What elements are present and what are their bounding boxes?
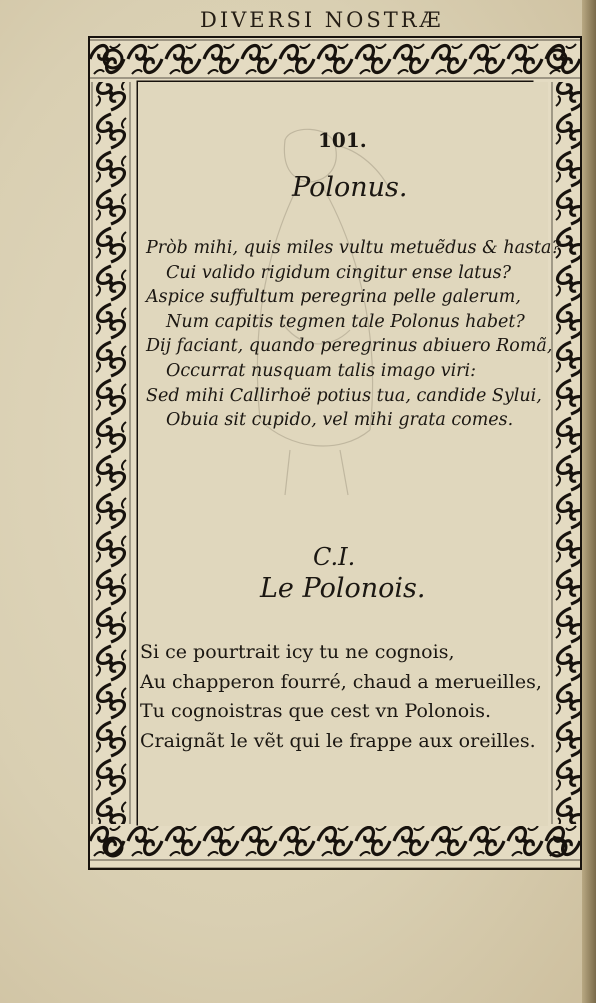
page-gutter <box>582 0 596 1003</box>
verse-line: Tu cognoistras que cest vn Polonois. <box>140 700 492 722</box>
french-verse <box>140 638 550 756</box>
latin-title: Polonus. <box>292 172 408 203</box>
verse-line: Sed mihi Callirhoë potius tua, candide Sylui, <box>146 385 542 406</box>
emblem-number: C.I. <box>313 543 356 571</box>
page-number: 101. <box>318 128 367 152</box>
french-title: Le Polonois. <box>260 573 426 604</box>
verse-line: Obuia sit cupido, vel mihi grata comes. <box>166 410 514 431</box>
verse-line: Pròb mihi, quis miles vultu metuẽdus & hasta? <box>146 238 561 258</box>
verse-line: Num capitis tegmen tale Polonus habet? <box>166 311 525 332</box>
verse-line: Dij faciant, quando peregrinus abiuero Romã, <box>146 336 553 357</box>
running-header: DIVERSI NOSTRÆ <box>200 8 444 32</box>
verse-line: Occurrat nusquam talis imago viri: <box>166 360 477 381</box>
verse-line: Aspice suffultum peregrina pelle galerum, <box>146 287 521 308</box>
verse-line: Au chapperon fourré, chaud a merueilles, <box>140 670 542 693</box>
verse-line: Craignãt le vẽt qui le frappe aux oreilles. <box>140 729 536 752</box>
verse-line: Si ce pourtrait icy tu ne cognois, <box>140 641 455 663</box>
verse-line: Cui valido rigidum cingitur ense latus? <box>166 262 511 283</box>
latin-verse <box>146 236 561 433</box>
